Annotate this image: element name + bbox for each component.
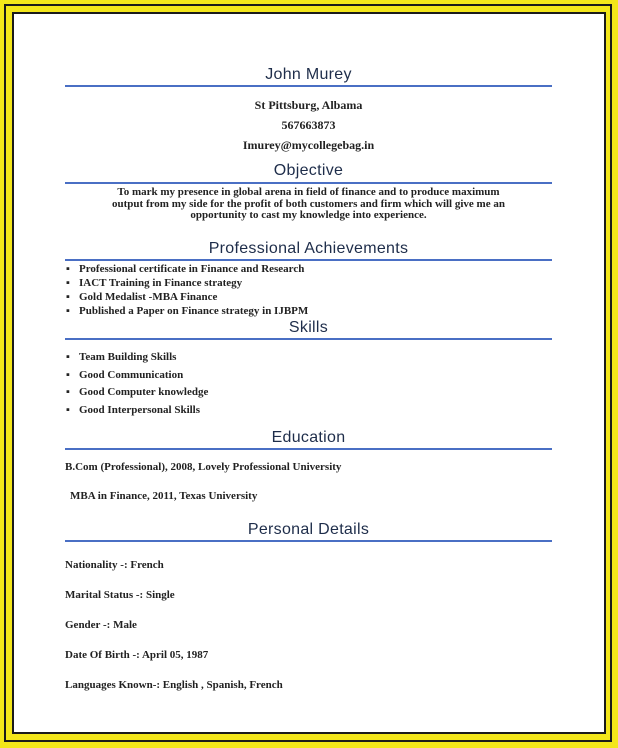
bullet-icon: ▪ xyxy=(66,277,70,289)
resume-page xyxy=(12,12,606,734)
personal-detail: Nationality -: French xyxy=(65,559,164,571)
bullet-icon: ▪ xyxy=(66,351,70,363)
email-line: Imurey@mycollegebag.in xyxy=(242,138,375,152)
divider xyxy=(65,338,552,340)
list-item: ▪ Good Interpersonal Skills xyxy=(66,404,201,416)
list-item: ▪ IACT Training in Finance strategy xyxy=(66,277,243,289)
list-item: ▪ Gold Medalist -MBA Finance xyxy=(66,291,218,303)
bullet-icon: ▪ xyxy=(66,291,70,303)
divider xyxy=(65,259,552,261)
divider xyxy=(65,182,552,184)
personal-heading: Personal Details xyxy=(247,521,370,538)
bullet-icon: ▪ xyxy=(66,386,70,398)
bullet-icon: ▪ xyxy=(66,369,70,381)
divider xyxy=(65,85,552,87)
objective-line: output from my side for the profit of both customers and firm which will give me an xyxy=(112,197,505,210)
bullet-icon: ▪ xyxy=(66,305,70,317)
personal-detail: Gender -: Male xyxy=(65,619,137,631)
objective-line: To mark my presence in global arena in field of finance and to produce maximum xyxy=(117,186,500,198)
bullet-icon: ▪ xyxy=(66,404,70,416)
divider xyxy=(65,448,552,450)
personal-detail: Marital Status -: Single xyxy=(65,589,175,601)
achievements-heading: Professional Achievements xyxy=(208,240,409,257)
personal-detail: Date Of Birth -: April 05, 1987 xyxy=(65,649,209,661)
personal-detail: Languages Known-: English , Spanish, French xyxy=(65,679,283,691)
objective-heading: Objective xyxy=(273,162,344,179)
list-item: ▪ Good Computer knowledge xyxy=(66,386,209,398)
list-item: ▪ Published a Paper on Finance strategy in IJBPM xyxy=(66,305,309,317)
address-line: St Pittsburg, Albama xyxy=(254,98,363,112)
divider xyxy=(65,540,552,542)
education-item: B.Com (Professional), 2008, Lovely Professional University xyxy=(65,461,342,473)
bullet-icon: ▪ xyxy=(66,263,70,275)
skills-heading: Skills xyxy=(288,319,329,336)
list-item: ▪ Team Building Skills xyxy=(66,351,177,363)
objective-text xyxy=(65,187,552,222)
list-item: ▪ Good Communication xyxy=(66,369,184,381)
education-item: MBA in Finance, 2011, Texas University xyxy=(70,490,258,502)
education-heading: Education xyxy=(271,429,346,446)
objective-line: opportunity to cast my knowledge into experience. xyxy=(190,209,427,221)
name-heading: John Murey xyxy=(265,66,352,83)
phone-line: 567663873 xyxy=(281,118,336,132)
list-item: ▪ Professional certificate in Finance and Research xyxy=(66,263,305,275)
